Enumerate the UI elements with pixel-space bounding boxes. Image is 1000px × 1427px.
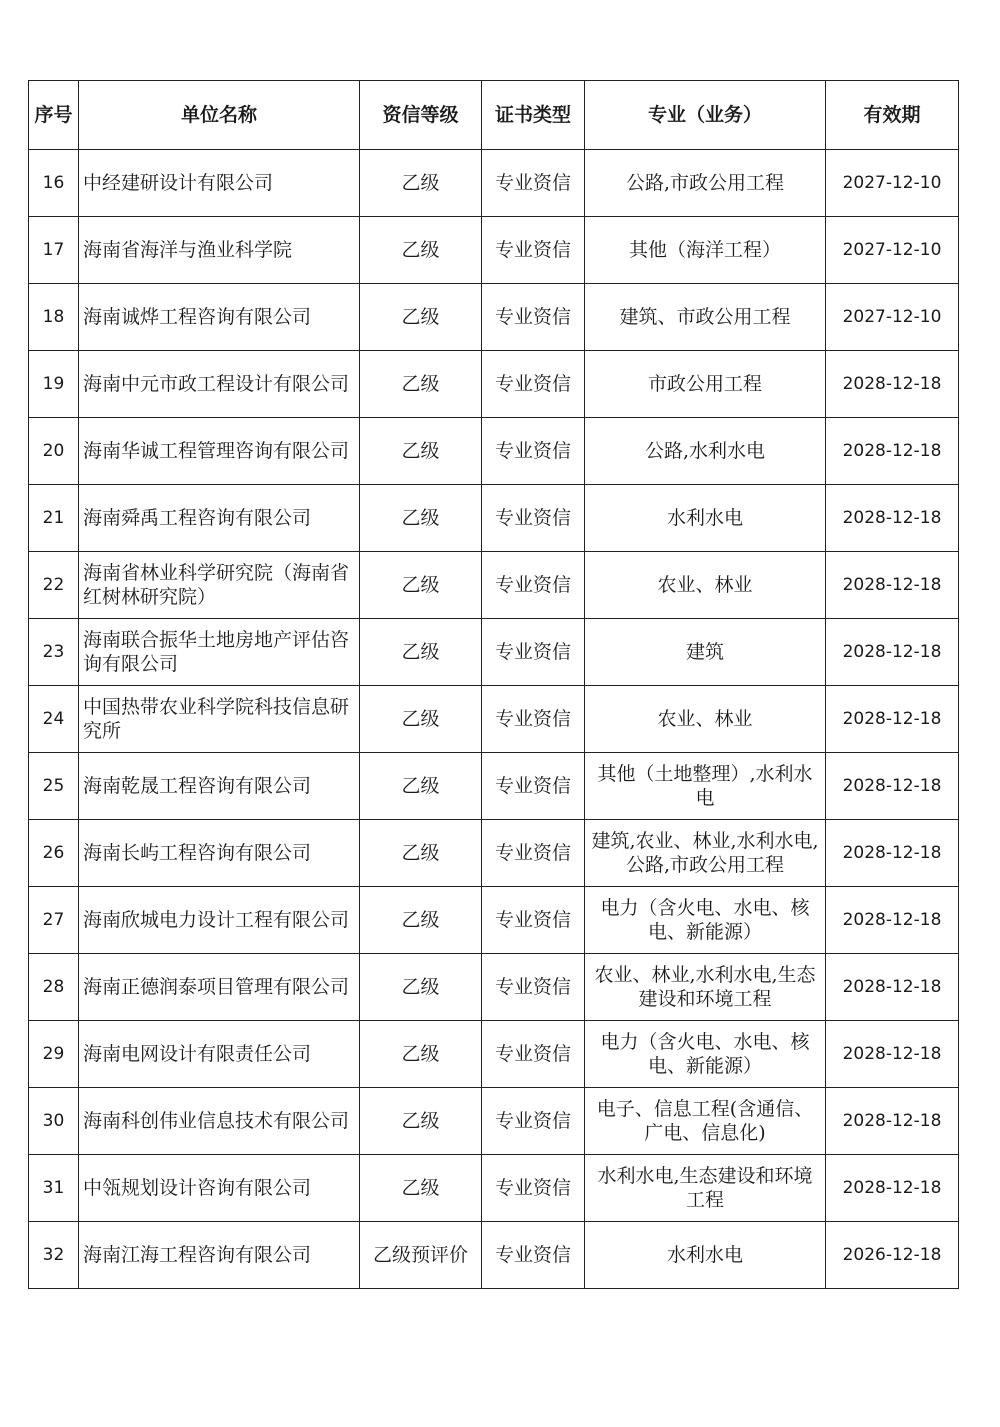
table-row [29,150,959,217]
cell-specialty: 水利水电 [585,1222,826,1289]
cell-certificate-type: 专业资信 [482,887,585,954]
table-row [29,1155,959,1222]
cell-credit-level: 乙级 [360,284,482,351]
cell-credit-level: 乙级 [360,753,482,820]
table-body [29,150,959,1289]
cell-specialty: 建筑、市政公用工程 [585,284,826,351]
cell-specialty: 其他（土地整理）,水利水电 [585,753,826,820]
cell-credit-level: 乙级 [360,217,482,284]
header-row [29,81,959,150]
cell-validity-date: 2028-12-18 [826,954,959,1021]
cell-specialty: 农业、林业 [585,552,826,619]
cell-unit-name: 海南省林业科学研究院（海南省红树林研究院） [79,552,360,619]
cell-specialty: 建筑,农业、林业,水利水电,公路,市政公用工程 [585,820,826,887]
cell-specialty: 建筑 [585,619,826,686]
cell-certificate-type: 专业资信 [482,1088,585,1155]
table-row [29,686,959,753]
table-row [29,217,959,284]
cell-credit-level: 乙级 [360,1088,482,1155]
cell-unit-name: 海南华诚工程管理咨询有限公司 [79,418,360,485]
cell-certificate-type: 专业资信 [482,686,585,753]
cell-serial-no: 31 [29,1155,79,1222]
cell-credit-level: 乙级 [360,820,482,887]
cell-validity-date: 2028-12-18 [826,351,959,418]
cell-validity-date: 2028-12-18 [826,1088,959,1155]
cell-certificate-type: 专业资信 [482,284,585,351]
table-row [29,1088,959,1155]
cell-validity-date: 2027-12-10 [826,217,959,284]
cell-unit-name: 海南诚烨工程咨询有限公司 [79,284,360,351]
cell-unit-name: 海南正德润泰项目管理有限公司 [79,954,360,1021]
cell-validity-date: 2027-12-10 [826,150,959,217]
qualification-table [28,80,959,1289]
cell-serial-no: 18 [29,284,79,351]
cell-specialty: 电子、信息工程(含通信、广电、信息化) [585,1088,826,1155]
table-row [29,1021,959,1088]
cell-certificate-type: 专业资信 [482,1155,585,1222]
header-validity: 有效期 [826,81,959,150]
cell-credit-level: 乙级 [360,887,482,954]
cell-credit-level: 乙级 [360,1155,482,1222]
cell-certificate-type: 专业资信 [482,820,585,887]
table-row [29,284,959,351]
header-credit-level: 资信等级 [360,81,482,150]
table-row [29,753,959,820]
cell-serial-no: 25 [29,753,79,820]
cell-unit-name: 海南欣城电力设计工程有限公司 [79,887,360,954]
cell-validity-date: 2028-12-18 [826,1021,959,1088]
cell-serial-no: 23 [29,619,79,686]
cell-unit-name: 海南长屿工程咨询有限公司 [79,820,360,887]
cell-validity-date: 2027-12-10 [826,284,959,351]
cell-validity-date: 2028-12-18 [826,485,959,552]
cell-credit-level: 乙级 [360,686,482,753]
cell-unit-name: 海南中元市政工程设计有限公司 [79,351,360,418]
cell-specialty: 农业、林业,水利水电,生态建设和环境工程 [585,954,826,1021]
table-row [29,552,959,619]
cell-specialty: 公路,市政公用工程 [585,150,826,217]
cell-credit-level: 乙级 [360,1021,482,1088]
cell-credit-level: 乙级 [360,351,482,418]
cell-validity-date: 2028-12-18 [826,619,959,686]
cell-credit-level: 乙级 [360,552,482,619]
cell-certificate-type: 专业资信 [482,217,585,284]
cell-unit-name: 中经建研设计有限公司 [79,150,360,217]
cell-specialty: 市政公用工程 [585,351,826,418]
cell-certificate-type: 专业资信 [482,619,585,686]
table-row [29,619,959,686]
cell-certificate-type: 专业资信 [482,552,585,619]
table-row [29,485,959,552]
cell-certificate-type: 专业资信 [482,351,585,418]
header-specialty: 专业（业务） [585,81,826,150]
cell-unit-name: 海南电网设计有限责任公司 [79,1021,360,1088]
cell-specialty: 其他（海洋工程） [585,217,826,284]
cell-certificate-type: 专业资信 [482,485,585,552]
cell-validity-date: 2028-12-18 [826,1155,959,1222]
cell-serial-no: 24 [29,686,79,753]
cell-credit-level: 乙级预评价 [360,1222,482,1289]
cell-specialty: 水利水电 [585,485,826,552]
cell-unit-name: 海南省海洋与渔业科学院 [79,217,360,284]
cell-serial-no: 28 [29,954,79,1021]
cell-specialty: 农业、林业 [585,686,826,753]
cell-validity-date: 2028-12-18 [826,820,959,887]
cell-serial-no: 30 [29,1088,79,1155]
cell-unit-name: 海南舜禹工程咨询有限公司 [79,485,360,552]
cell-validity-date: 2026-12-18 [826,1222,959,1289]
cell-credit-level: 乙级 [360,619,482,686]
cell-specialty: 公路,水利水电 [585,418,826,485]
cell-validity-date: 2028-12-18 [826,686,959,753]
cell-unit-name: 中瓴规划设计咨询有限公司 [79,1155,360,1222]
cell-unit-name: 中国热带农业科学院科技信息研究所 [79,686,360,753]
cell-credit-level: 乙级 [360,485,482,552]
cell-validity-date: 2028-12-18 [826,418,959,485]
cell-certificate-type: 专业资信 [482,418,585,485]
cell-validity-date: 2028-12-18 [826,753,959,820]
cell-validity-date: 2028-12-18 [826,887,959,954]
table-row [29,1222,959,1289]
cell-certificate-type: 专业资信 [482,753,585,820]
cell-validity-date: 2028-12-18 [826,552,959,619]
table-row [29,954,959,1021]
cell-serial-no: 29 [29,1021,79,1088]
cell-credit-level: 乙级 [360,954,482,1021]
cell-specialty: 电力（含火电、水电、核电、新能源） [585,1021,826,1088]
cell-serial-no: 32 [29,1222,79,1289]
cell-serial-no: 20 [29,418,79,485]
cell-credit-level: 乙级 [360,150,482,217]
cell-specialty: 电力（含火电、水电、核电、新能源） [585,887,826,954]
cell-unit-name: 海南江海工程咨询有限公司 [79,1222,360,1289]
cell-serial-no: 27 [29,887,79,954]
cell-unit-name: 海南联合振华土地房地产评估咨询有限公司 [79,619,360,686]
table-row [29,820,959,887]
header-serial-no: 序号 [29,81,79,150]
table-row [29,351,959,418]
cell-unit-name: 海南科创伟业信息技术有限公司 [79,1088,360,1155]
cell-certificate-type: 专业资信 [482,954,585,1021]
cell-serial-no: 19 [29,351,79,418]
cell-certificate-type: 专业资信 [482,1222,585,1289]
cell-serial-no: 26 [29,820,79,887]
table-row [29,887,959,954]
table-header [29,81,959,150]
cell-serial-no: 17 [29,217,79,284]
cell-serial-no: 21 [29,485,79,552]
cell-specialty: 水利水电,生态建设和环境工程 [585,1155,826,1222]
cell-unit-name: 海南乾晟工程咨询有限公司 [79,753,360,820]
cell-certificate-type: 专业资信 [482,1021,585,1088]
cell-credit-level: 乙级 [360,418,482,485]
header-certificate-type: 证书类型 [482,81,585,150]
header-unit-name: 单位名称 [79,81,360,150]
table-row [29,418,959,485]
cell-serial-no: 22 [29,552,79,619]
cell-serial-no: 16 [29,150,79,217]
cell-certificate-type: 专业资信 [482,150,585,217]
